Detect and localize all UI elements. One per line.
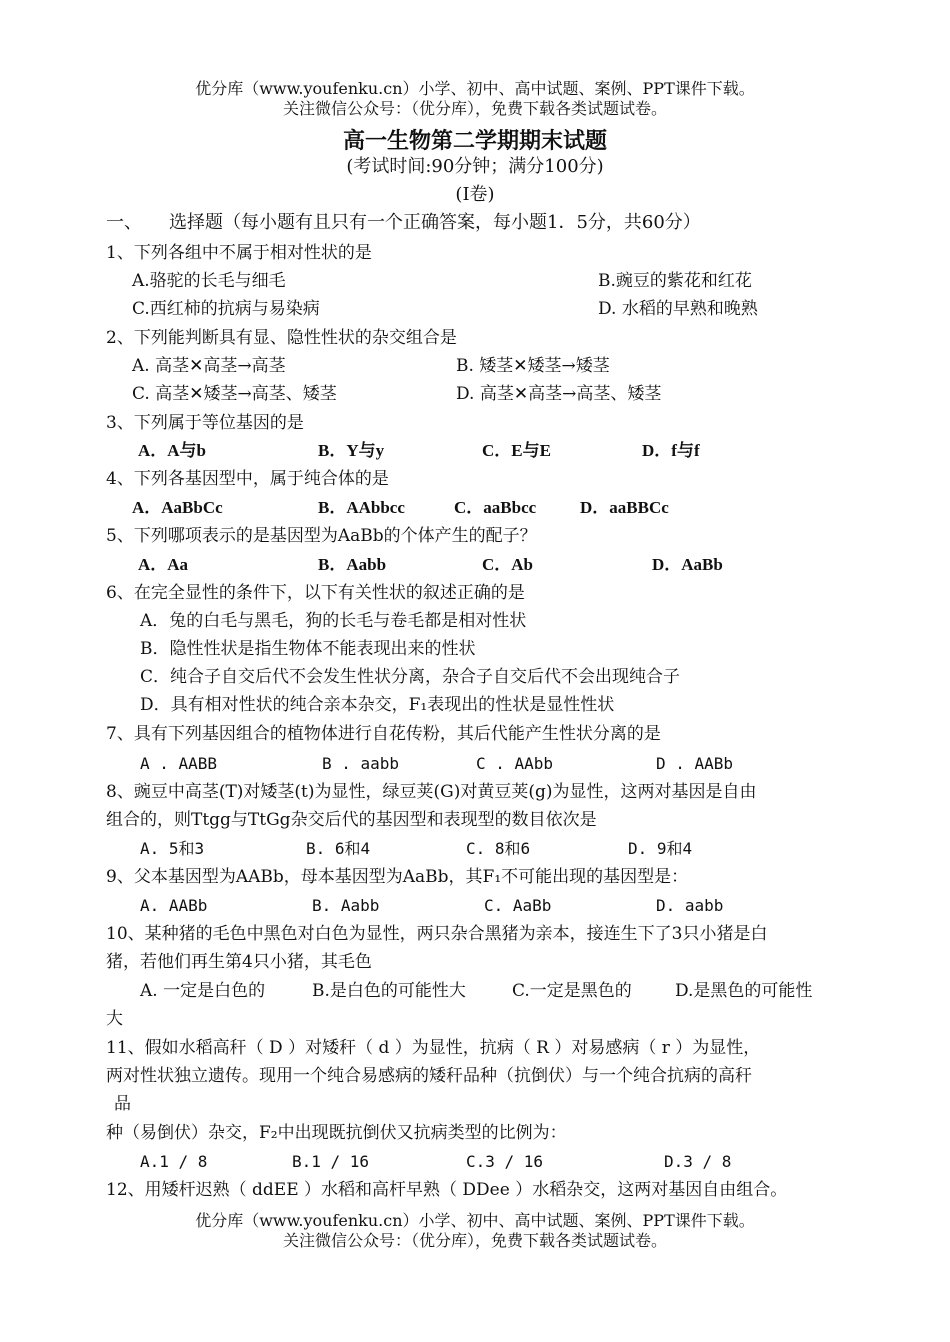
question-1-option-d: D. 水稻的早熟和晚熟 <box>598 299 758 319</box>
question-6-option-c: C．纯合子自交后代不会发生性状分离，杂合子自交后代不会出现纯合子 <box>140 667 681 687</box>
question-6-stem: 6、在完全显性的条件下，以下有关性状的叙述正确的是 <box>106 583 525 603</box>
question-2-option-b: B. 矮茎✕矮茎→矮茎 <box>456 356 610 376</box>
question-8-option-d: D. 9和4 <box>628 839 693 858</box>
question-11-stem-line-4: 种（易倒伏）杂交，F₂中出现既抗倒伏又抗病类型的比例为： <box>106 1123 567 1143</box>
question-8-option-b: B. 6和4 <box>306 839 371 858</box>
question-12-stem: 12、用矮杆迟熟（ ddEE ）水稻和高杆早熟（ DDee ）水稻杂交，这两对基因自由组合。 <box>106 1180 788 1200</box>
question-1-option-c: C.西红柿的抗病与易染病 <box>132 299 320 319</box>
page-title: 高一生物第二学期期末试题 <box>342 129 607 154</box>
question-1-option-b: B.豌豆的紫花和红花 <box>598 271 752 291</box>
question-2-option-c: C. 高茎✕矮茎→高茎、矮茎 <box>132 384 337 404</box>
question-8-stem-line-1: 8、豌豆中高茎(T)对矮茎(t)为显性，绿豆荚(G)对黄豆荚(g)为显性，这两对基因是自由 <box>106 782 757 802</box>
question-4-option-d: D．aaBBCc <box>580 498 669 517</box>
question-2-option-d: D. 高茎✕高茎→高茎、矮茎 <box>456 384 662 404</box>
question-7-option-c: C . AAbb <box>476 754 554 773</box>
question-8-option-a: A. 5和3 <box>140 839 205 858</box>
question-5-option-b: B．Aabb <box>318 555 387 574</box>
question-11-stem-line-3: 品 <box>114 1094 131 1114</box>
header-line-1: 优分库（www.youfenku.cn）小学、初中、高中试题、案例、PPT课件下载。 <box>195 79 755 98</box>
volume-label: (I卷) <box>455 184 495 205</box>
question-5-option-d: D．AaBb <box>652 555 723 574</box>
question-8-option-c: C. 8和6 <box>466 839 531 858</box>
question-3-option-c: C．E与E <box>482 441 551 460</box>
footer-line-2: 关注微信公众号：（优分库），免费下载各类试题试卷。 <box>282 1231 667 1250</box>
question-4-option-a: A．AaBbCc <box>132 498 223 517</box>
question-10-option-a: A. 一定是白色的 <box>140 981 266 1001</box>
question-1-option-a: A.骆驼的长毛与细毛 <box>132 271 286 291</box>
question-1-stem: 1、下列各组中不属于相对性状的是 <box>106 243 372 263</box>
question-5-stem: 5、下列哪项表示的是基因型为AaBb的个体产生的配子？ <box>106 526 537 546</box>
question-10-stem-line-1: 10、某种猪的毛色中黑色对白色为显性，两只杂合黑猪为亲本，接连生下了3只小猪是白 <box>106 924 768 944</box>
question-10-option-c: C.一定是黑色的 <box>512 981 632 1001</box>
question-6-option-a: A．兔的白毛与黑毛，狗的长毛与卷毛都是相对性状 <box>140 611 527 631</box>
question-11-stem-line-1: 11、假如水稻高秆（ D ）对矮秆（ d ）为显性，抗病（ R ）对易感病（ r ）为显性， <box>106 1038 761 1058</box>
header-line-2: 关注微信公众号：（优分库），免费下载各类试题试卷。 <box>282 99 667 118</box>
question-4-option-c: C．aaBbcc <box>454 498 537 517</box>
section-heading: 一、 选择题（每小题有且只有一个正确答案，每小题1．5分，共60分） <box>106 212 701 233</box>
question-10-option-b: B.是白色的可能性大 <box>312 981 466 1001</box>
question-7-option-d: D . AABb <box>656 754 734 773</box>
question-3-stem: 3、下列属于等位基因的是 <box>106 413 304 433</box>
question-9-option-d: D. aabb <box>656 896 724 915</box>
question-5-option-a: A．Aa <box>138 555 189 574</box>
question-11-option-d: D.3 / 8 <box>664 1152 732 1171</box>
question-2-option-a: A. 高茎✕高茎→高茎 <box>132 356 286 376</box>
question-11-option-a: A.1 / 8 <box>140 1152 208 1171</box>
question-2-stem: 2、下列能判断具有显、隐性性状的杂交组合是 <box>106 328 457 348</box>
question-9-option-b: B. Aabb <box>312 896 380 915</box>
question-7-option-b: B . aabb <box>322 754 400 773</box>
question-3-option-d: D．f与f <box>642 441 700 460</box>
question-5-option-c: C．Ab <box>482 555 534 574</box>
question-4-option-b: B．AAbbcc <box>318 498 405 517</box>
question-11-option-b: B.1 / 16 <box>292 1152 370 1171</box>
question-10-stem-line-2: 猪，若他们再生第4只小猪，其毛色 <box>106 952 372 972</box>
question-3-option-b: B．Y与y <box>318 441 385 460</box>
question-7-stem: 7、具有下列基因组合的植物体进行自花传粉，其后代能产生性状分离的是 <box>106 724 661 744</box>
question-11-stem-line-2: 两对性状独立遗传。现用一个纯合易感病的矮秆品种（抗倒伏）与一个纯合抗病的高秆 <box>106 1066 752 1086</box>
question-9-stem: 9、父本基因型为AABb，母本基因型为AaBb，其F₁不可能出现的基因型是： <box>106 867 689 887</box>
footer-line-1: 优分库（www.youfenku.cn）小学、初中、高中试题、案例、PPT课件下载。 <box>195 1211 755 1230</box>
question-7-option-a: A . AABB <box>140 754 218 773</box>
question-9-option-a: A. AABb <box>140 896 208 915</box>
question-3-option-a: A．A与b <box>138 441 207 460</box>
question-6-option-d: D．具有相对性状的纯合亲本杂交，F₁表现出的性状是显性性状 <box>140 695 615 715</box>
question-10-option-d-continued: 大 <box>106 1009 123 1029</box>
question-9-option-c: C. AaBb <box>484 896 552 915</box>
question-6-option-b: B．隐性性状是指生物体不能表现出来的性状 <box>140 639 476 659</box>
question-8-stem-line-2: 组合的，则Ttgg与TtGg杂交后代的基因型和表现型的数目依次是 <box>106 810 597 830</box>
question-11-option-c: C.3 / 16 <box>466 1152 544 1171</box>
question-10-option-d: D.是黑色的可能性 <box>675 981 813 1001</box>
exam-subtitle: (考试时间:90分钟；满分100分) <box>346 156 604 177</box>
question-4-stem: 4、下列各基因型中，属于纯合体的是 <box>106 469 389 489</box>
